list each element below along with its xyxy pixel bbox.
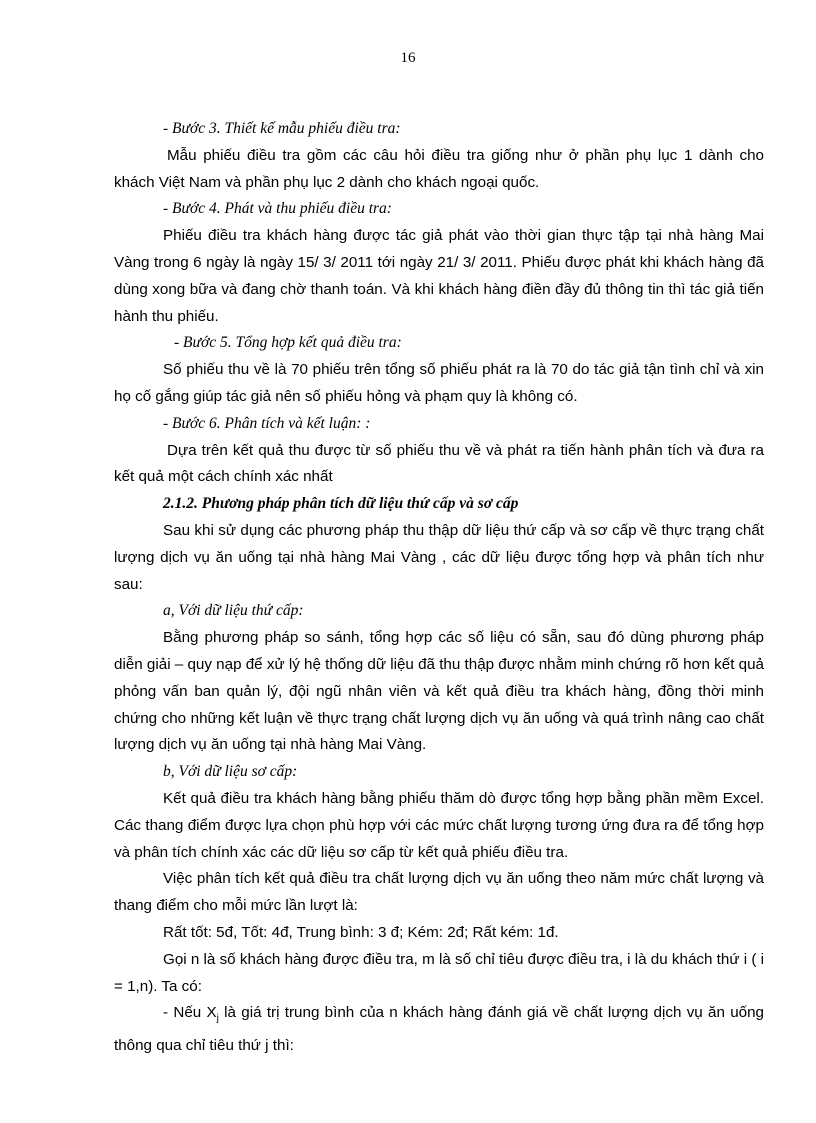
step-6-heading: - Bước 6. Phân tích và kết luận: :: [163, 414, 371, 432]
step-5-heading: - Bước 5. Tổng hợp kết quả điều tra:: [174, 334, 402, 352]
secondary-data-heading: a, Với dữ liệu thứ cấp:: [163, 602, 304, 620]
document-body: [114, 116, 764, 1060]
page-number: 16: [400, 50, 416, 66]
primary-data-paragraph: Kết quả điều tra khách hàng bằng phiếu thăm dò được tổng hợp bằng phần mềm Excel. Các thang điểm được lựa chọn phù hợp với các mức chất lượng tương ứng đưa ra để tổng hợp và phân tích chính xác các dữ liệu sơ cấp từ kết quả phiếu điều tra.: [114, 789, 764, 861]
section-intro-paragraph: Sau khi sử dụng các phương pháp thu thập dữ liệu thứ cấp và sơ cấp về thực trạng chất lượng dịch vụ ăn uống tại nhà hàng Mai Vàng , các dữ liệu được tổng hợp và phân tích như sau:: [114, 521, 764, 593]
step-3-paragraph: Mẫu phiếu điều tra gồm các câu hỏi điều tra giống như ở phần phụ lục 1 dành cho khách Việt Nam và phần phụ lục 2 dành cho khách ngoại quốc.: [114, 146, 764, 191]
primary-data-heading: b, Với dữ liệu sơ cấp:: [163, 763, 298, 781]
section-2-1-2-heading: 2.1.2. Phương pháp phân tích dữ liệu thứ cấp và sơ cấp: [163, 495, 519, 513]
step-5-paragraph: Số phiếu thu về là 70 phiếu trên tổng số phiếu phát ra là 70 do tác giả tận tình chỉ và xin họ cố gắng giúp tác giả nên số phiếu hỏng và phạm quy là không có.: [114, 361, 764, 405]
step-6-paragraph: Dựa trên kết quả thu được từ số phiếu thu về và phát ra tiến hành phân tích và đưa ra kết quả một cách chính xác nhất: [114, 441, 764, 486]
analysis-paragraph: Việc phân tích kết quả điều tra chất lượng dịch vụ ăn uống theo năm mức chất lượng và thang điểm cho mỗi mức lần lượt là:: [114, 870, 764, 915]
notation-paragraph: Gọi n là số khách hàng được điều tra, m là số chỉ tiêu được điều tra, i là du khách thứ i ( i = 1,n). Ta có:: [114, 950, 764, 995]
formula-subscript: j: [216, 1013, 219, 1025]
step-4-paragraph: Phiếu điều tra khách hàng được tác giả phát vào thời gian thực tập tại nhà hàng Mai Vàng trong 6 ngày là ngày 15/ 3/ 2011 tới ngày 21/ 3/ 2011. Phiếu được phát khi khách hàng đã dùng xong bữa và đang chờ thanh toán. Và khi khách hàng điền đầy đủ thông tin thì tác giả tiến hành thu phiếu.: [114, 227, 764, 325]
formula-prefix: - Nếu X: [163, 1004, 217, 1022]
rating-scale-line: Rất tốt: 5đ, Tốt: 4đ, Trung bình: 3 đ; Kém: 2đ; Rất kém: 1đ.: [163, 923, 559, 941]
formula-suffix: là giá trị trung bình của n khách hàng đánh giá về chất lượng dịch vụ ăn uống thông qua chỉ tiêu thứ j thì:: [114, 1004, 765, 1055]
step-3-heading: - Bước 3. Thiết kế mẫu phiếu điều tra:: [163, 120, 401, 137]
secondary-data-paragraph: Bằng phương pháp so sánh, tổng hợp các số liệu có sẵn, sau đó dùng phương pháp diễn giải – quy nạp để xử lý hệ thống dữ liệu đã thu thập được nhằm minh chứng rõ hơn kết quả phỏng vấn ban quản lý, đội ngũ nhân viên và kết quả điều tra khách hàng, đồng thời minh chứng cho những kết luận về thực trạng chất lượng dịch vụ ăn uống và quá trình nâng cao chất lượng dịch vụ ăn uống tại nhà hàng Mai Vàng.: [114, 629, 764, 754]
step-4-heading: - Bước 4. Phát và thu phiếu điều tra:: [163, 200, 392, 218]
formula-intro-paragraph: [114, 1000, 764, 1060]
